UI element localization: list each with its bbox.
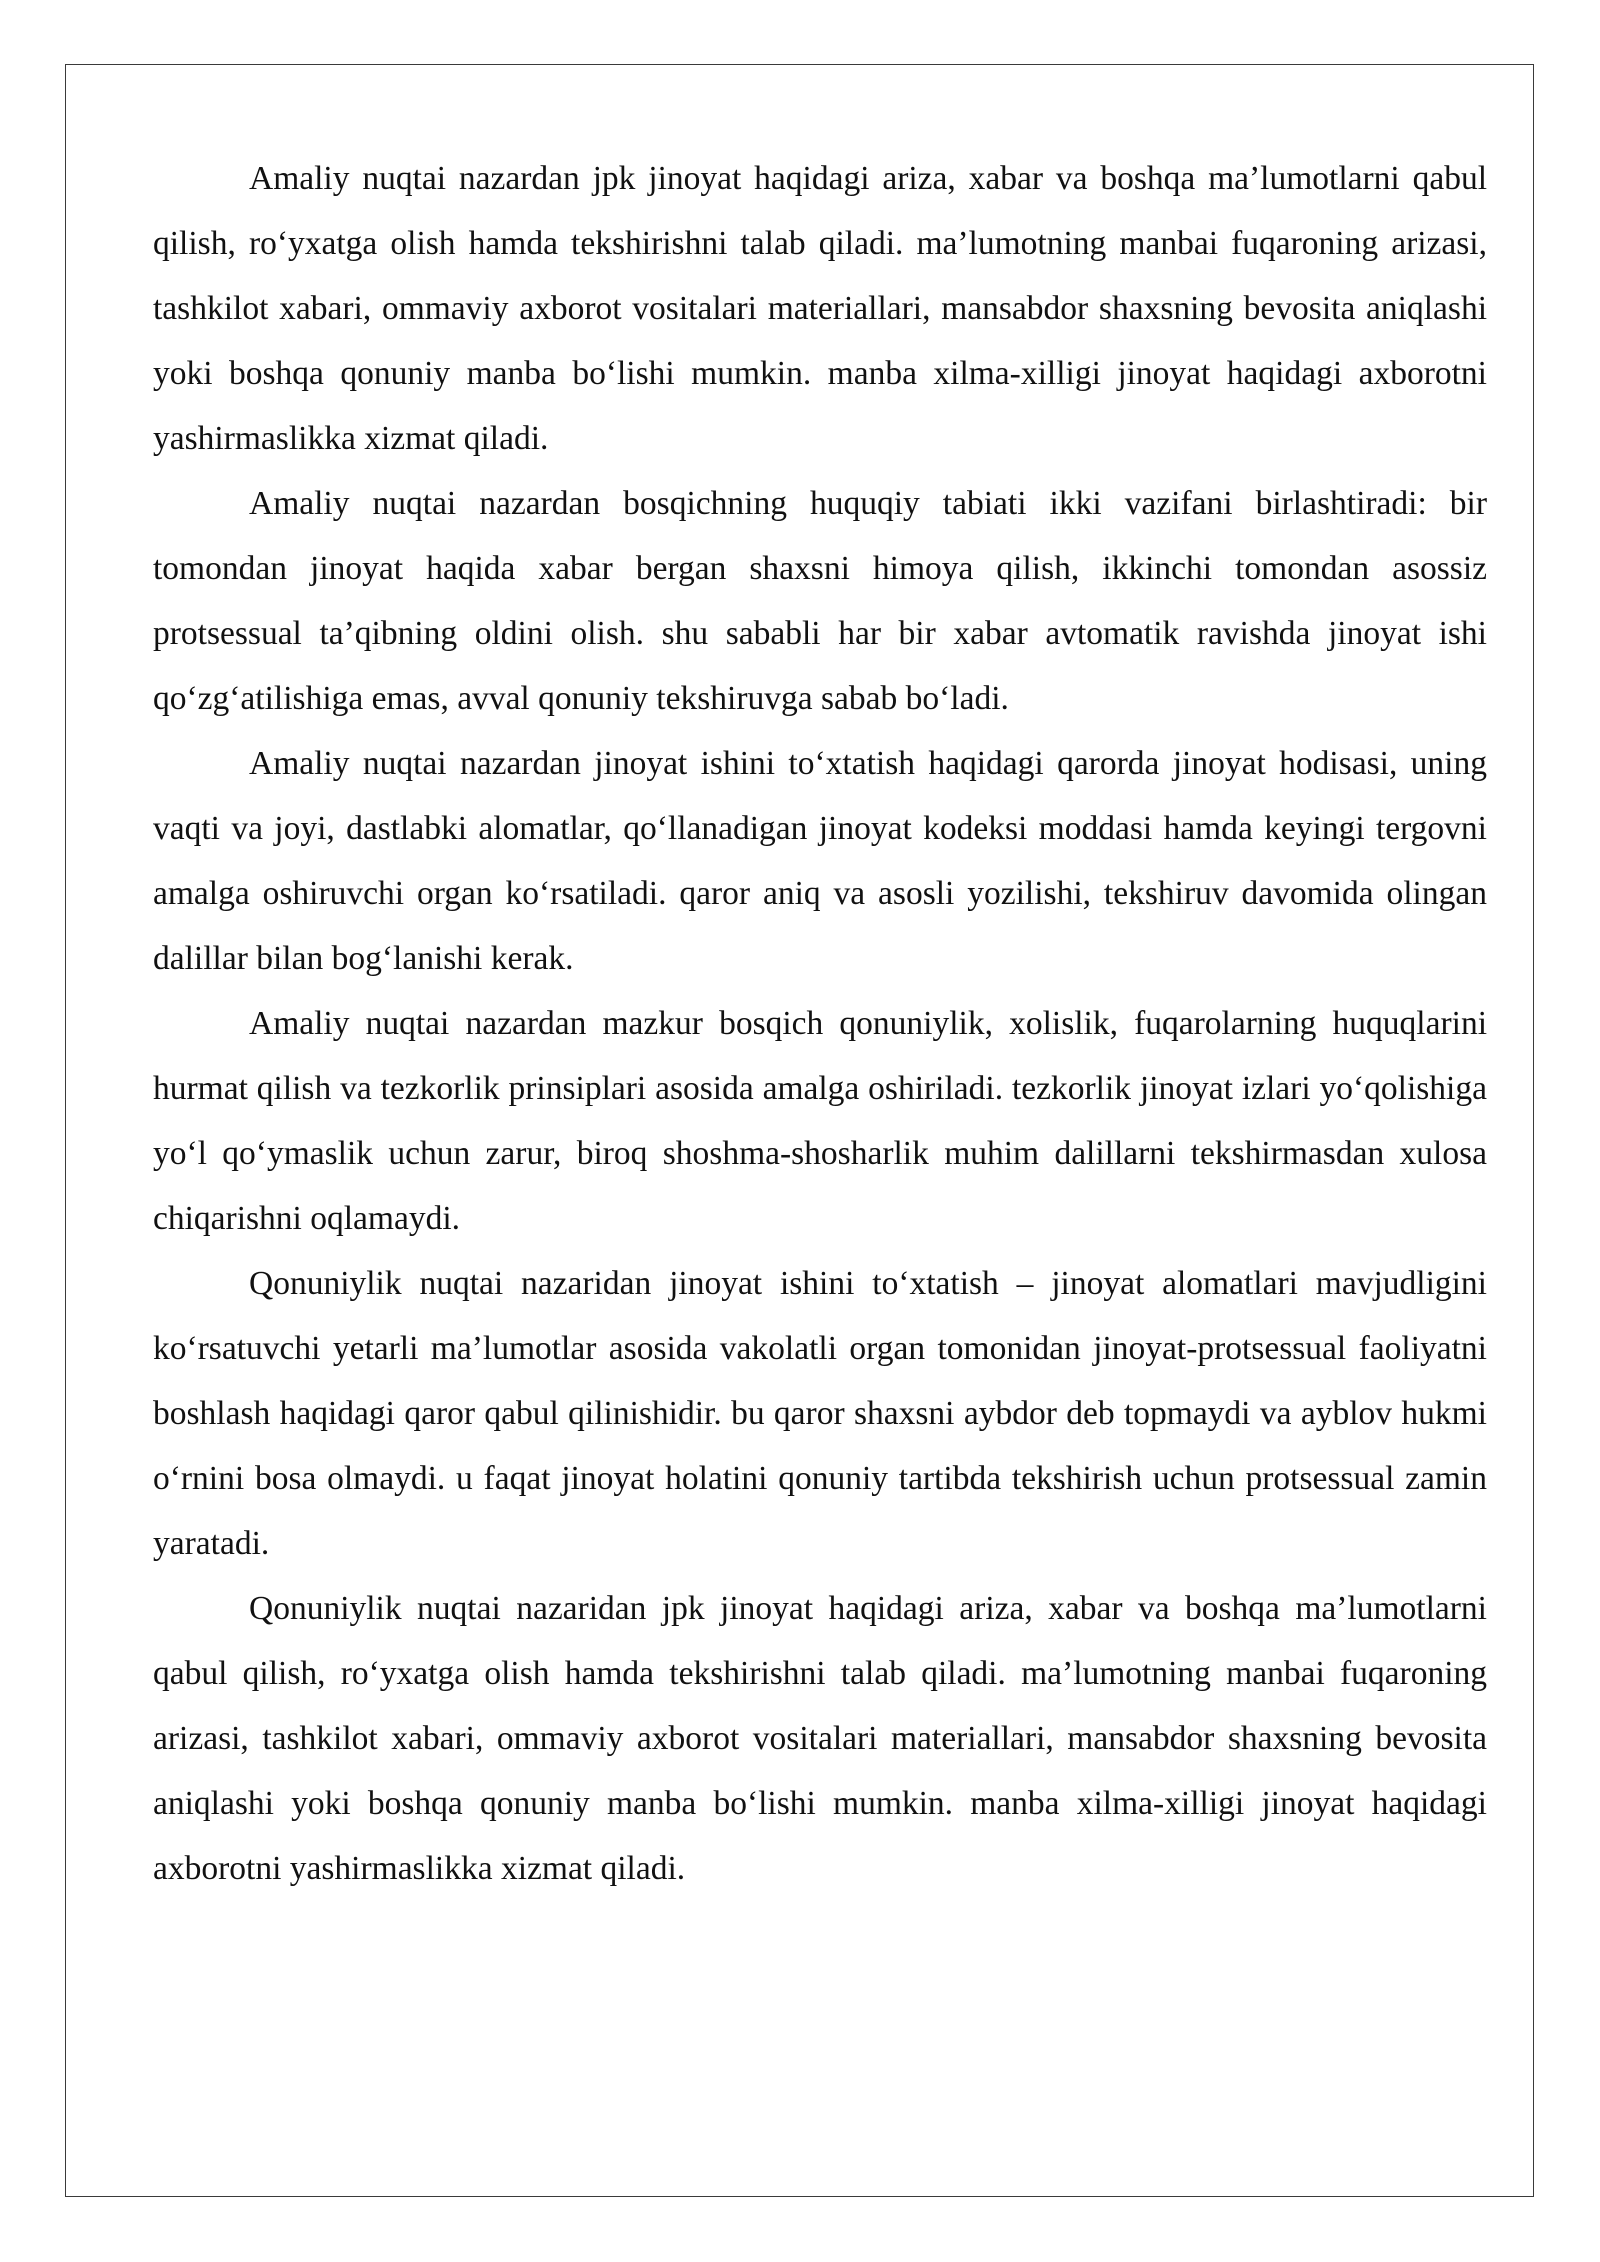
paragraph-1: Amaliy nuqtai nazardan jpk jinoyat haqidagi ariza, xabar va boshqa ma’lumotlarni qabul qilish, ro‘yxatga olish hamda tekshirishni talab qiladi. ma’lumotning manbai fuqaroning arizasi, tashkilot xabari, ommaviy axborot vositalari materiallari, mansabdor shaxsning bevosita aniqlashi yoki boshqa qonuniy manba bo‘lishi mumkin. manba xilma-xilligi jinoyat haqidagi axborotni yashirmaslikka xizmat qiladi.	[153, 160, 1487, 457]
paragraph-4: Amaliy nuqtai nazardan mazkur bosqich qonuniylik, xolislik, fuqarolarning huquqlarini hurmat qilish va tezkorlik prinsiplari asosida amalga oshiriladi. tezkorlik jinoyat izlari yo‘qolishiga yo‘l qo‘ymaslik uchun zarur, biroq shoshma-shosharlik muhim dalillarni tekshirmasdan xulosa chiqarishni oqlamaydi.	[153, 1005, 1487, 1237]
paragraph-6: Qonuniylik nuqtai nazaridan jpk jinoyat haqidagi ariza, xabar va boshqa ma’lumotlarni qabul qilish, ro‘yxatga olish hamda tekshirishni talab qiladi. ma’lumotning manbai fuqaroning arizasi, tashkilot xabari, ommaviy axborot vositalari materiallari, mansabdor shaxsning bevosita aniqlashi yoki boshqa qonuniy manba bo‘lishi mumkin. manba xilma-xilligi jinoyat haqidagi axborotni yashirmaslikka xizmat qiladi.	[153, 1590, 1487, 1887]
paragraph-3: Amaliy nuqtai nazardan jinoyat ishini to‘xtatish haqidagi qarorda jinoyat hodisasi, uning vaqti va joyi, dastlabki alomatlar, qo‘llanadigan jinoyat kodeksi moddasi hamda keyingi tergovni amalga oshiruvchi organ ko‘rsatiladi. qaror aniq va asosli yozilishi, tekshiruv davomida olingan dalillar bilan bog‘lanishi kerak.	[153, 745, 1487, 977]
document-body	[153, 146, 1487, 1901]
paragraph-2: Amaliy nuqtai nazardan bosqichning huquqiy tabiati ikki vazifani birlashtiradi: bir tomondan jinoyat haqida xabar bergan shaxsni himoya qilish, ikkinchi tomondan asossiz protsessual ta’qibning oldini olish. shu sababli har bir xabar avtomatik ravishda jinoyat ishi qo‘zg‘atilishiga emas, avval qonuniy tekshiruvga sabab bo‘ladi.	[153, 485, 1487, 717]
paragraph-5: Qonuniylik nuqtai nazaridan jinoyat ishini to‘xtatish – jinoyat alomatlari mavjudligini ko‘rsatuvchi yetarli ma’lumotlar asosida vakolatli organ tomonidan jinoyat-protsessual faoliyatni boshlash haqidagi qaror qabul qilinishidir. bu qaror shaxsni aybdor deb topmaydi va ayblov hukmi o‘rnini bosa olmaydi. u faqat jinoyat holatini qonuniy tartibda tekshirish uchun protsessual zamin yaratadi.	[153, 1265, 1487, 1562]
